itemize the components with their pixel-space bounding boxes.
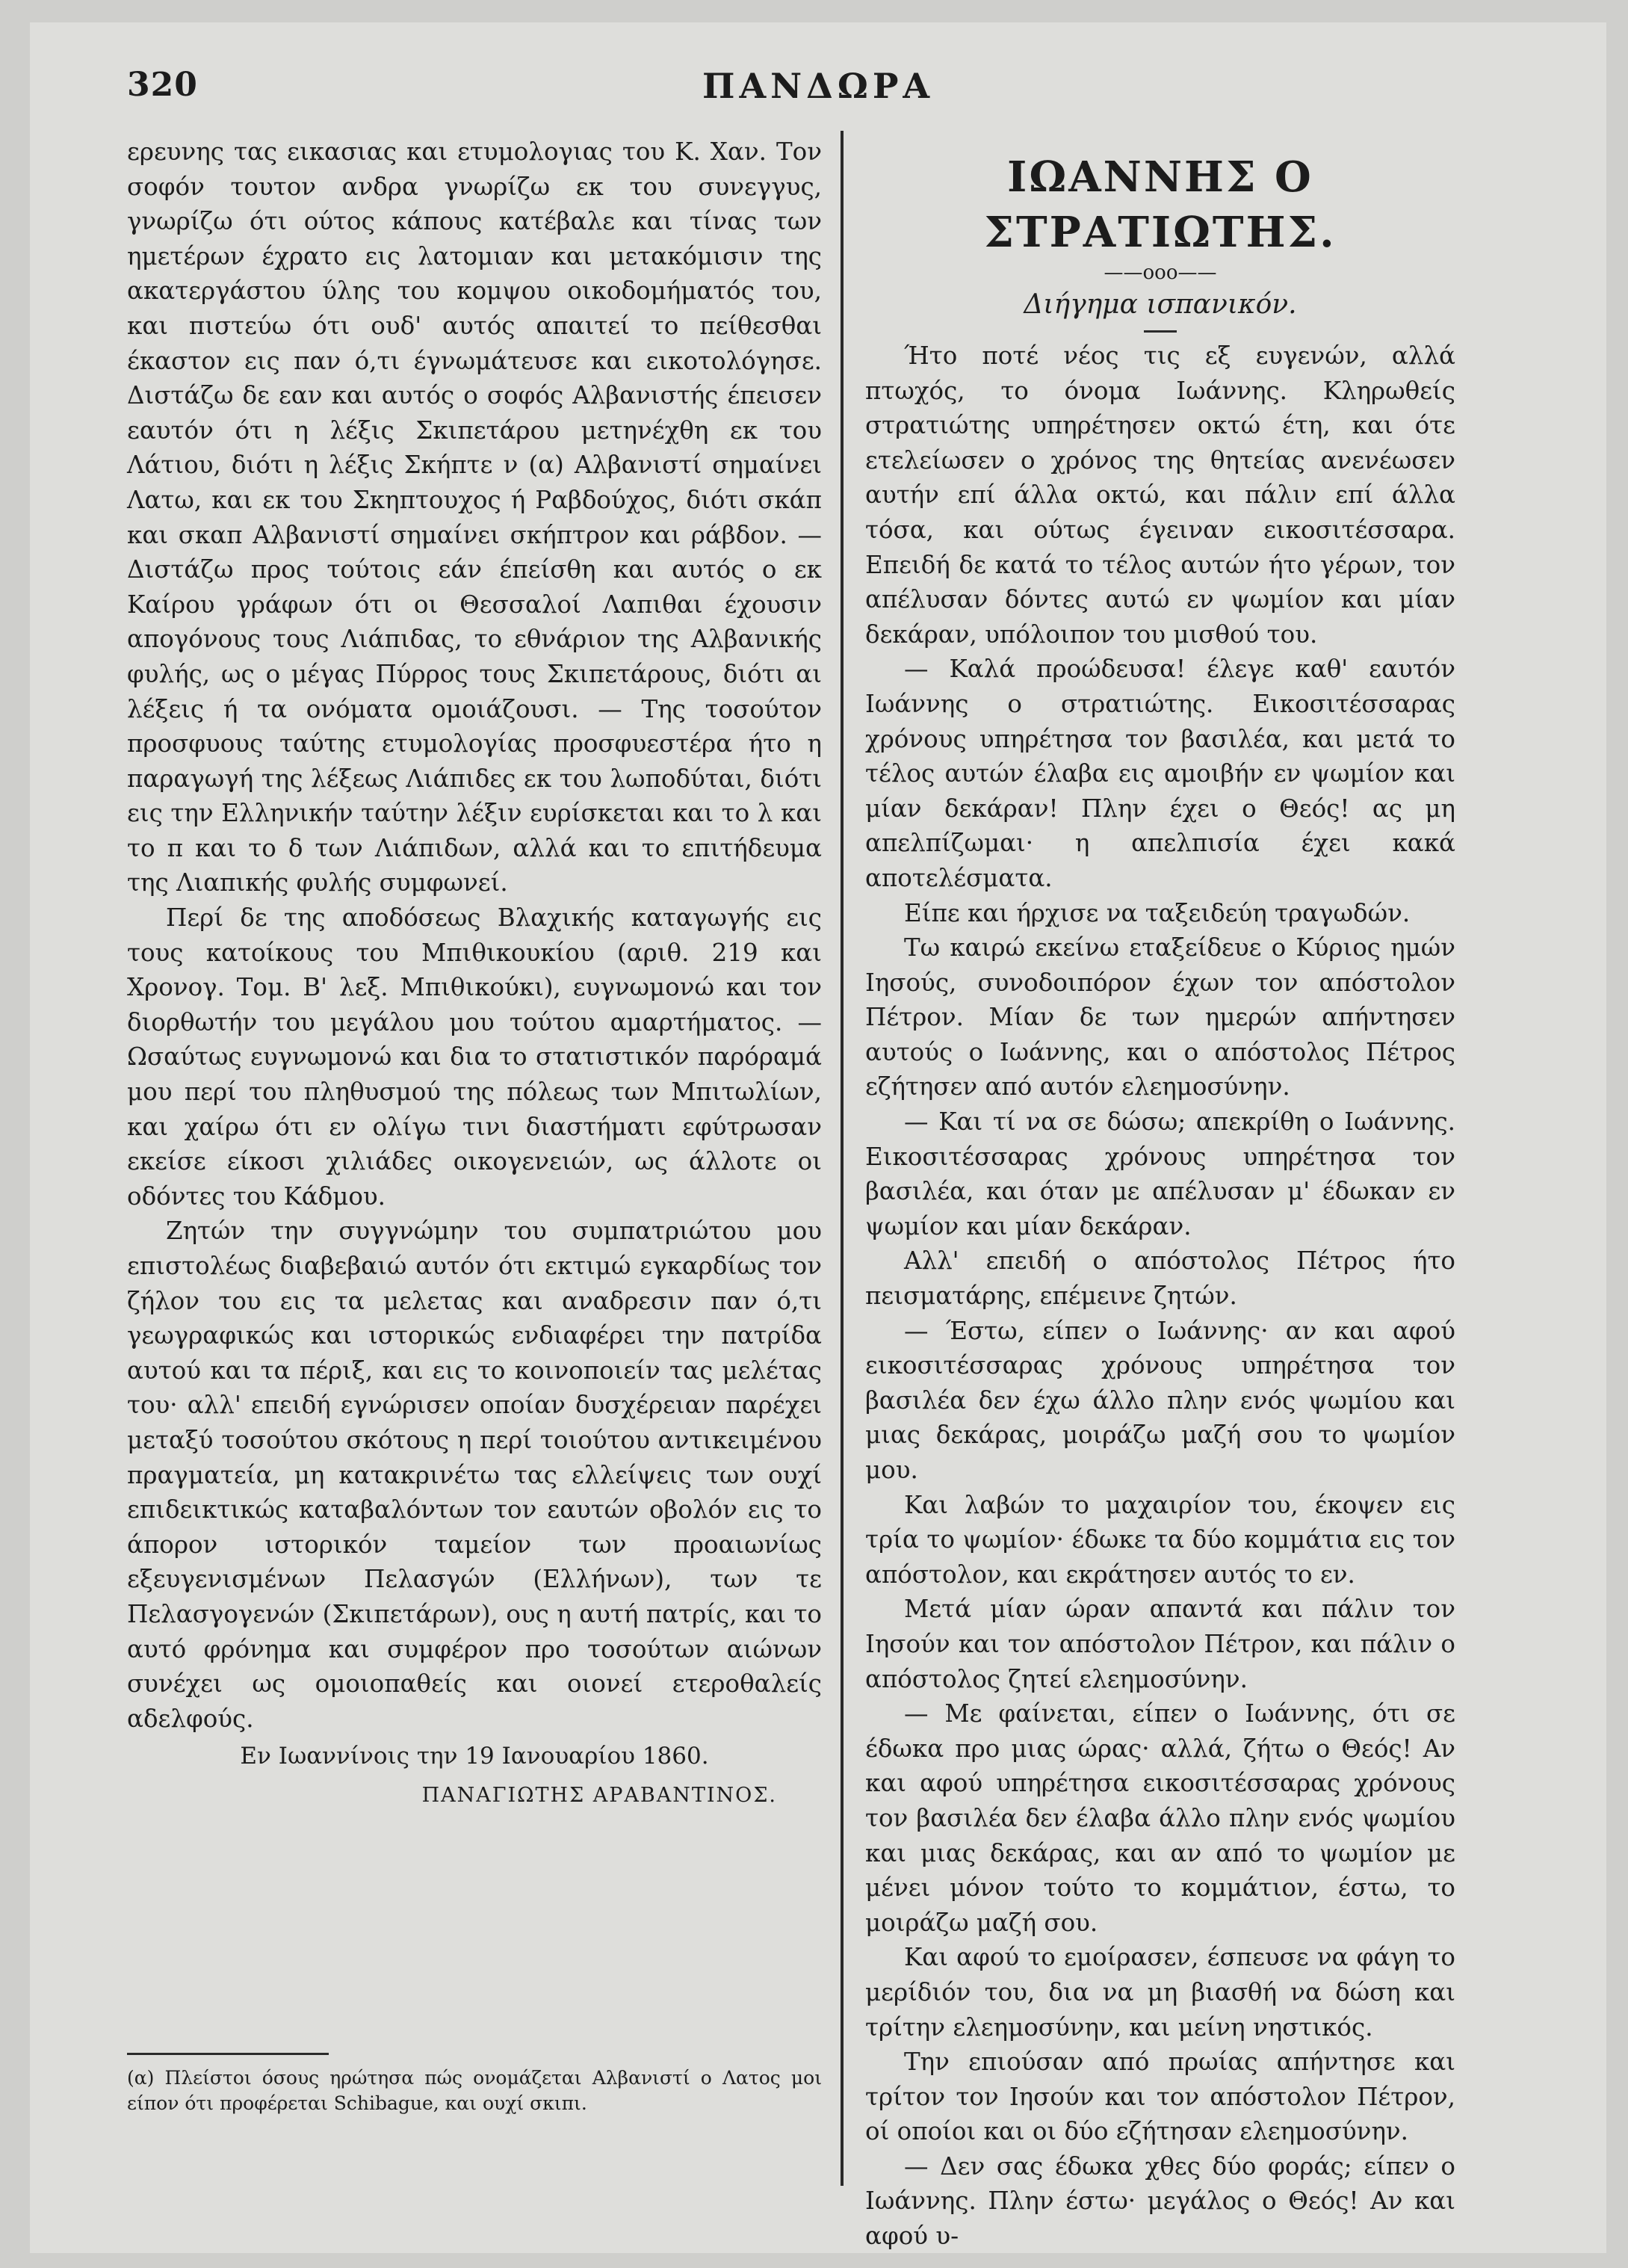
right-column (865, 135, 1455, 2254)
footnote: (α) Πλείστοι όσους ηρώτησα πώς ονομάζεται Αλβανιστί ο Λατος μοι είπον ότι προφέρεται Schibague, και ουχί σκιπι. (127, 2066, 822, 2114)
column-divider (841, 131, 844, 2186)
story-paragraph-12: Την επιούσαν από πρωίας απήντησε και τρίτον τον Ιησούν και τον απόστολον Πέτρον, οί οποίοι και οι δύο εζήτησαν ελεημοσύνην. (865, 2048, 1455, 2146)
article-paragraph-3: Ζητών την συγγνώμην του συμπατριώτου μου επιστολέως διαβεβαιώ αυτόν ότι εκτιμώ εγκαρδίως τον ζήλον του εις τα μελετας και αναδρεσιν παν ό,τι γεωγραφικώς και ιστορικώς ενδιαφέρει την πατρίδα αυτού και τα πέριξ, και εις το κοινοποιείν τας μελέτας του· αλλ' επειδή εγνώρισεν οποίαν δυσχέρειαν παρέχει μεταξύ τοσούτου σκότους η περί τοιούτου αντικειμένου πραγματεία, μη κατακρινέτω τας ελλείψεις των ουχί επιδεικτικώς καταβαλόντων τον εαυτών οβολόν εις το άπορον ιστορικόν ταμείον των προαιωνίως εξευγενισμένων Πελασγών (Ελλήνων), των τε Πελασγογενών (Σκιπετάρων), ους η αυτή πατρίς, και το αυτό φρόνημα και συμφέρον προ τοσούτων αιώνων συνέχει ως ομοιοπαθείς και οιονεί ετεροθαλείς αδελφούς. (127, 1217, 822, 1733)
page-number: 320 (127, 66, 198, 104)
left-column (127, 135, 822, 2116)
story-paragraph-8: Και λαβών το μαχαιρίον του, έκοψεν εις τρία το ψωμίον· έδωκε τα δύο κομμάτια εις τον απόστολον, και εκράτησεν αυτός το εν. (865, 1490, 1455, 1589)
story-paragraph-1: Ήτο ποτέ νέος τις εξ ευγενών, αλλά πτωχός, το όνομα Ιωάννης. Κληρωθείς στρατιώτης υπηρέτησεν οκτώ έτη, και ότε ετελείωσεν ο χρόνος της θητείας ανενέωσεν αυτήν επί άλλα οκτώ, και πάλιν επί άλλα τόσα, και ούτως έγειναν εικοσιτέσσαρα. Επειδή δε κατά το τέλος αυτών ήτο γέρων, τον απέλυσαν δόντες αυτώ εν ψωμίον και μίαν δεκάραν, υπόλοιπον του μισθού του. (865, 342, 1455, 649)
author-signature: ΠΑΝΑΓΙΩΤΗΣ ΑΡΑΒΑΝΤΙΝΟΣ. (421, 1783, 777, 1807)
story-title: ΙΩΑΝΝΗΣ Ο ΣΤΡΑΤΙΩΤΗΣ. (984, 152, 1337, 257)
article-paragraph-1: ερευνης τας εικασιας και ετυμολογιας του Κ. Χαν. Τον σοφόν τουτον ανδρα γνωρίζω εκ του συνεγγυς, γνωρίζω ότι ούτος κάπους κατέβαλε και τίνας των ημετέρων έχρατο εις λατομιαν και μετακόμισιν της ακατεργάστου ύλης του κομψου οικοδομήματός του, και πιστεύω ότι ουδ' αυτός απαιτεί το πείθεσθαι έκαστον εις παν ό,τι έγνωμάτευσε και εικοτολόγησε. Διστάζω δε εαν και αυτός ο σοφός Αλβανιστής έπεισεν εαυτόν ότι η λέξις Σκιπετάρου μετηνέχθη εκ του Λάτιου, διότι η λέξις Σκήπτε ν (α) Αλβανιστί σημαίνει Λατω, και εκ του Σκηπτουχος ή Ραβδούχος, διότι σκάπ και σκαπ Αλβανιστί σημαίνει σκήπτρον και ράβδον. — Διστάζω προς τούτοις εάν έπείσθη και αυτός ο εκ Καίρου γράφων ότι οι Θεσσαλοί Λαπιθαι έχουσιν απογόνους τους Λιάπιδας, το εθνάριον της Αλβανικής φυλής, ως ο μέγας Πύρρος τους Σκιπετάρους, διότι αι λέξεις ή τα ονόματα ομοιάζουσι. — Της τοσούτον προσφυους ταύτης ετυμολογίας προσφυεστέρα ήτο η παραγωγή της λέξεως Λιάπιδες εκ του λωποδύται, διότι εις την Ελληνικήν ταύτην λέξιν ευρίσκεται και το λ και το π και το δ των Λιάπιδων, αλλά και το επιτήδευμα της Λιαπικής φυλής συμφωνεί. (127, 137, 822, 897)
footnote-rule (127, 2053, 329, 2055)
story-paragraph-5: — Και τί να σε δώσω; απεκρίθη ο Ιωάννης. Εικοσιτέσσαρας χρόνους υπηρέτησα τον βασιλέα, και όταν με απέλυσαν μ' έδωκαν εν ψωμίον και μίαν δεκάραν. (865, 1107, 1455, 1240)
story-paragraph-6: Αλλ' επειδή ο απόστολος Πέτρος ήτο πεισματάρης, επέμεινε ζητών. (865, 1246, 1455, 1311)
story-paragraph-13: — Δεν σας έδωκα χθες δύο φοράς; είπεν ο Ιωάννης. Πλην έστω· μεγάλος ο Θεός! Αν και αφού υ- (865, 2151, 1455, 2251)
story-paragraph-7: — Έστω, είπεν ο Ιωάννης· αν και αφού εικοσιτέσσαρας χρόνους υπηρέτησα τον βασιλέα δεν έχω άλλο πλην ενός ψωμίου και μιας δεκάρας, μοιράζω μαζή σου το ψωμίον μου. (865, 1316, 1455, 1484)
running-title: ΠΑΝΔΩΡΑ (702, 66, 935, 106)
story-subtitle: Διήγημα ισπανικόν. (1024, 289, 1297, 320)
story-paragraph-3: Είπε και ήρχισε να ταξειδεύη τραγωδών. (904, 898, 1411, 927)
page-header (127, 66, 1449, 118)
date-line: Εν Ιωαννίνοις την 19 Ιανουαρίου 1860. (240, 1743, 709, 1770)
subtitle-rule (1144, 330, 1177, 333)
title-ornament: ——ooo—— (1104, 262, 1217, 284)
story-paragraph-4: Τω καιρώ εκείνω εταξείδευε ο Κύριος ημών Ιησούς, συνοδοιπόρον έχων τον απόστολον Πέτρον. Μίαν δε των ημερών απήντησεν αυτούς ο Ιωάννης, και ο απόστολος Πέτρος εζήτησεν από αυτόν ελεημοσύνην. (865, 933, 1455, 1101)
story-paragraph-11: Και αφού το εμοίρασεν, έσπευσε να φάγη το μερίδιόν του, δια να μη βιασθή να δώση και τρίτην ελεημοσύνην, και μείνη νηστικός. (865, 1943, 1455, 2042)
article-paragraph-2: Περί δε της αποδόσεως Βλαχικής καταγωγής εις τους κατοίκους του Μπιθικουκίου (αριθ. 219 και Χρονογ. Τομ. Β' λεξ. Μπιθικούκι), ευγνωμονώ και τον διορθωτήν του μεγάλου μου τούτου αμαρτήματος. — Ωσαύτως ευγνωμονώ και δια το στατιστικόν παρόραμά μου περί του πληθυσμού της πόλεως των Μπιτωλίων, και χαίρω ότι εν ολίγω τινι διαστήματι εφύτρωσαν εκείσε είκοσι χιλιάδες οικογενειών, ως άλλοτε οι οδόντες του Κάδμου. (127, 903, 822, 1211)
story-paragraph-2: — Καλά προώδευσα! έλεγε καθ' εαυτόν Ιωάννης ο στρατιώτης. Εικοσιτέσσαρας χρόνους υπηρέτησα τον βασιλέα, και μετά το τέλος αυτών έλαβα εις αμοιβήν εν ψωμίον και μίαν δεκάραν! Πλην έχει ο Θεός! ας μη απελπίζωμαι· η απελπισία έχει κακά αποτελέσματα. (865, 655, 1455, 892)
story-paragraph-10: — Με φαίνεται, είπεν ο Ιωάννης, ότι σε έδωκα προ μιας ώρας· αλλά, ζήτω ο Θεός! Αν και αφού υπηρέτησα εικοσιτέσσαρας χρόνους τον βασιλέα δεν έλαβα άλλο πλην ενός ψωμίου και μιας δεκάρας, και αν από το ψωμίον με μένει μόνον τούτο το κομμάτιον, έστω, το μοιράζω μαζή σου. (865, 1699, 1455, 1937)
story-paragraph-9: Μετά μίαν ώραν απαντά και πάλιν τον Ιησούν και τον απόστολον Πέτρον, και πάλιν ο απόστολος ζητεί ελεημοσύνην. (865, 1595, 1455, 1693)
